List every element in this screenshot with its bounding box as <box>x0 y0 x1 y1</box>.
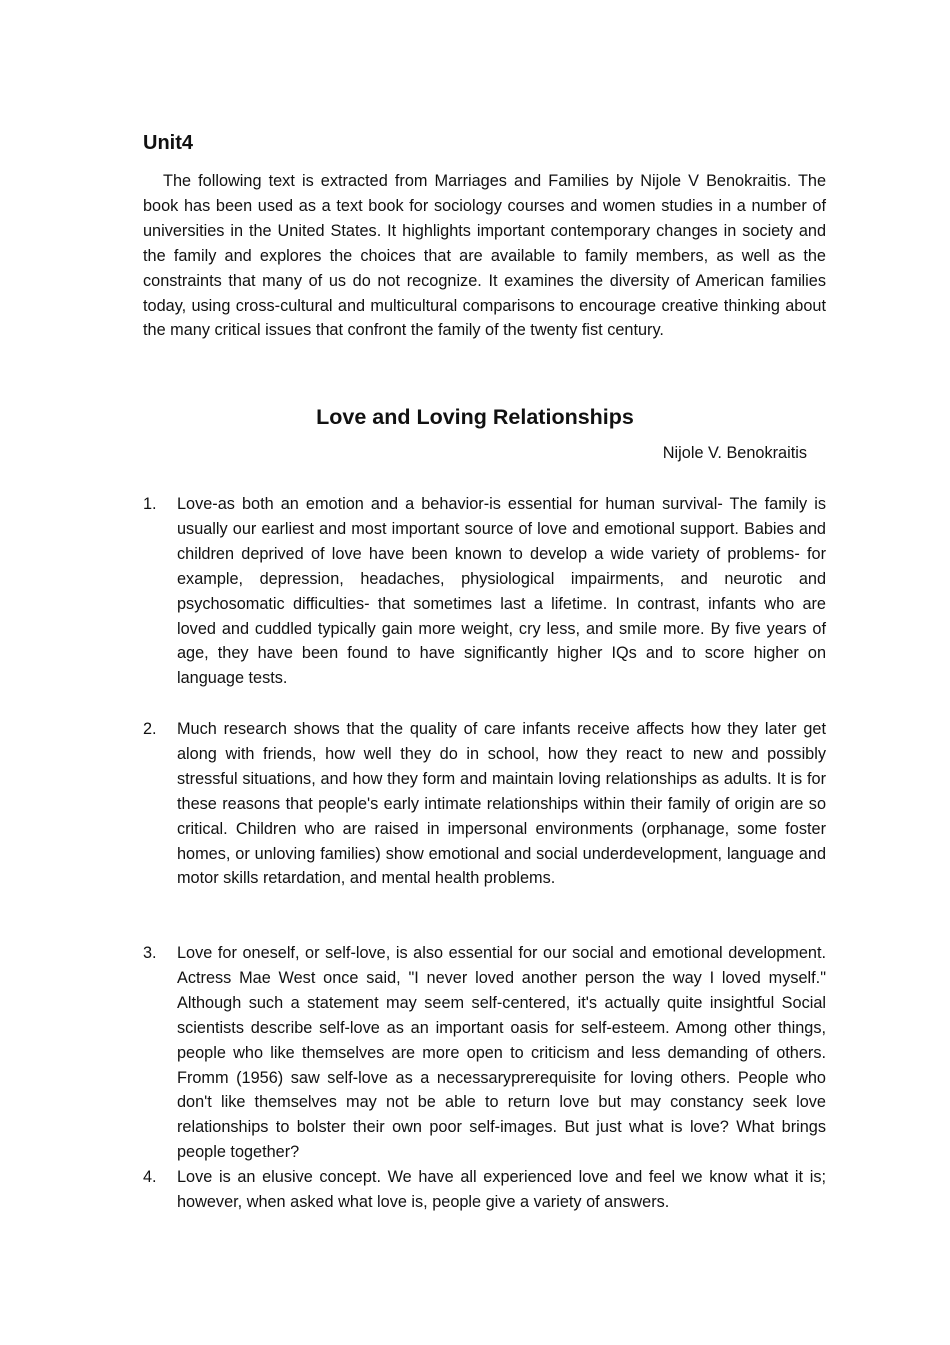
paragraph-number: 4. <box>143 1168 157 1186</box>
unit-heading: Unit4 <box>143 132 193 154</box>
intro-paragraph: The following text is extracted from Marriages and Families by Nijole V Benokraitis. The book has been used as a text book for sociology courses and women studies in a number of universities in the United States. It highlights important contemporary changes in society and the family and explores the choices that are available to family members, as well as the constraints that many of us do not recognize. It examines the diversity of American families today, using cross-cultural and multicultural comparisons to encourage creative thinking about the many critical issues that confront the family of the twenty fist century. <box>143 172 826 340</box>
paragraph-text: Love for oneself, or self-love, is also essential for our social and emotional development. Actress Mae West once said, "I never loved another person the way I loved myself." Although such a statement may seem self-centered, it's actually quite insightful Social scientists describe self-love as an important oasis for self-esteem. Among other things, people who like themselves are more open to criticism and less demanding of others. Fromm (1956) saw self-love as a necessaryprerequisite for loving others. People who don't like themselves may not be able to return love but may constancy seek love relationships to bolster their own poor self-images. But just what is love? What brings people together? <box>177 944 826 1162</box>
numbered-paragraph <box>143 941 826 1165</box>
numbered-paragraph <box>143 1165 826 1215</box>
paragraph-number: 3. <box>143 944 157 962</box>
article-title: Love and Loving Relationships <box>316 405 634 429</box>
numbered-paragraph <box>143 717 826 891</box>
numbered-paragraph <box>143 492 826 691</box>
paragraph-text: Much research shows that the quality of care infants receive affects how they later get along with friends, how well they do in school, how they react to new and possibly stressful situations, and how they form and maintain loving relationships as adults. It is for these reasons that people's early intimate relationships within their family of origin are so critical. Children who are raised in impersonal environments (orphanage, some foster homes, or unloving families) show emotional and social underdevelopment, language and motor skills retardation, and mental health problems. <box>177 720 826 888</box>
paragraph-text: Love is an elusive concept. We have all experienced love and feel we know what it is; however, when asked what love is, people give a variety of answers. <box>177 1168 826 1211</box>
paragraph-number: 1. <box>143 495 157 513</box>
paragraph-text: Love-as both an emotion and a behavior-is essential for human survival- The family is usually our earliest and most important source of love and emotional support. Babies and children deprived of love have been known to develop a wide variety of problems- for example, depression, headaches, physiological impairments, and neurotic and psychosomatic difficulties- that sometimes last a lifetime. In contrast, infants who are loved and cuddled typically gain more weight, cry less, and smile more. By five years of age, they have been found to have significantly higher IQs and to score higher on language tests. <box>177 495 826 688</box>
article-author: Nijole V. Benokraitis <box>662 444 807 462</box>
paragraph-number: 2. <box>143 720 157 738</box>
